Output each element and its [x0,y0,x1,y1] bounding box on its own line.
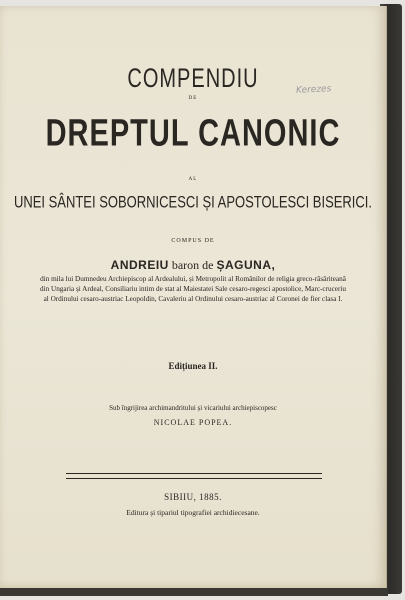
author-rank: baron de [171,258,214,272]
edition: Edițiunea II. [168,361,218,371]
care-of: Sub îngrijirea archimandritului și vicariului archiepiscopesc [109,404,277,412]
title-connector-al: AL [188,177,198,182]
author-line [0,258,386,273]
title-line-2: DREPTUL CANONIC [45,113,341,155]
place-year: SIBIIU, 1885. [164,492,222,502]
double-rule-divider [66,473,322,479]
title-line-1: COMPENDIU [127,63,259,94]
title-page [0,6,387,590]
author-surname: ȘAGUNA, [216,258,276,272]
author-name: ANDREIU [110,258,169,272]
author-bio: din mila lui Dumnedeu Archiepiscop al Ardealului, și Metropolit al Românilor de religia greco-răsăriteană din Ungaria și Ardeal, Consiliariu intim de stat al Maiestatei Sale cesaro-regesci apostolice, Marc-cruceriu al Ordinului cesaro-austriac Leopoldin, Cavaleriu al Ordinului cesaro-austriac al Coronei de fier clasa I. [40,275,346,303]
pencil-note: Kerezes [295,84,332,96]
composed-by: COMPUS DE [171,238,215,244]
title-connector-de: DE [188,96,198,101]
book-bottom-edge [0,588,388,596]
editor-name: NICOLAE POPEA. [153,418,233,427]
printer: Editura și tipariul tipografiei archidiecesane. [126,508,260,517]
title-line-3: UNEI SÂNTEI SOBORNICESCI ȘI APOSTOLESCI BISERICI. [13,191,373,212]
